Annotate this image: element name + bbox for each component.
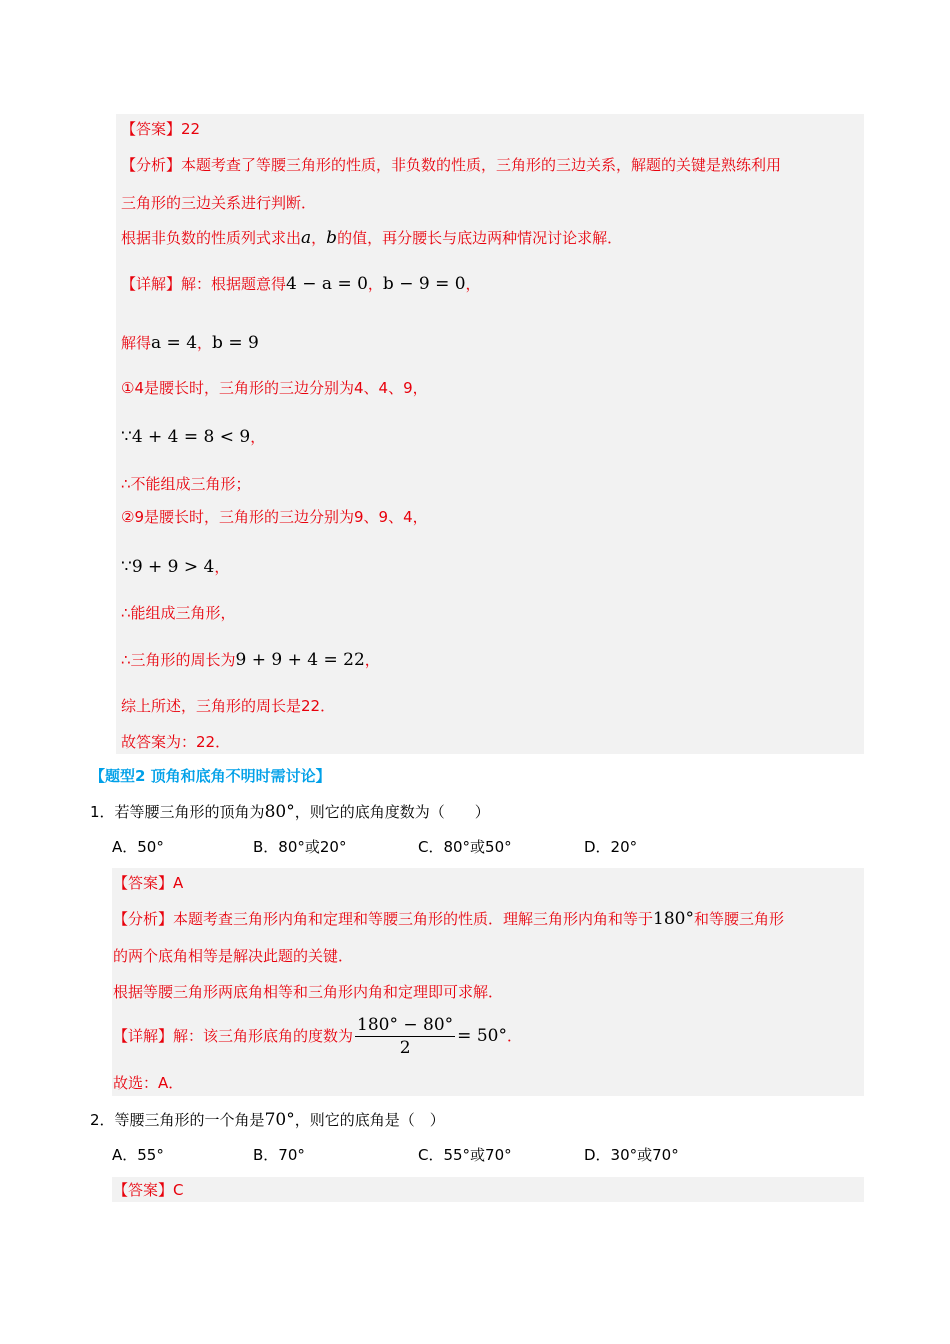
answer-line-2 [113, 873, 183, 893]
detail-tag: 【详解】 [121, 275, 182, 293]
option-a[interactable]: A．55° [112, 1146, 164, 1164]
because-1-line [121, 427, 265, 447]
perimeter-expr: 9 + 9 + 4 = 22 [235, 650, 365, 670]
analysis-line-1 [121, 155, 781, 175]
analysis-text: 三角形的三边关系进行判断． [121, 194, 317, 212]
analysis-text: 根据等腰三角形两底角相等和三角形内角和定理即可求解． [113, 983, 504, 1001]
solve-line [121, 333, 259, 353]
case-1-text: ①4是腰长时，三角形的三边分别为4、4、9， [121, 379, 428, 397]
analysis-text: 根据非负数的性质列式求出 [121, 229, 302, 247]
option-c[interactable]: C．55°或70° [418, 1146, 512, 1164]
final-line [121, 732, 230, 752]
question-text: ，则它的底角是（ ） [294, 1111, 445, 1129]
option-d[interactable]: D．30°或70° [584, 1146, 679, 1164]
solve-b: b = 9 [212, 333, 259, 353]
solution-block-3 [112, 1177, 864, 1202]
fraction-denominator: 2 [399, 1038, 411, 1058]
equation-2: b − 9 = 0 [382, 274, 466, 294]
solve-prefix: 解得 [121, 334, 152, 352]
separator: ， [197, 334, 213, 352]
analysis-text: 的两个底角相等是解决此题的关键． [113, 947, 354, 965]
var-a: a [301, 228, 312, 248]
detail-tag: 【详解】 [113, 1027, 174, 1045]
separator: ， [311, 229, 327, 247]
therefore-1-line [121, 474, 251, 494]
analysis-line-2 [113, 946, 353, 966]
question-1 [90, 802, 490, 822]
analysis-line-2 [121, 193, 316, 213]
section-heading: 【题型2 顶角和底角不明时需讨论】 [90, 767, 331, 785]
final-line [113, 1073, 183, 1093]
question-number: 2． [90, 1111, 115, 1129]
final-text: 故答案为：22． [121, 733, 231, 751]
analysis-text: 和等腰三角形 [693, 910, 784, 928]
solve-a: a = 4 [151, 333, 198, 353]
case-1-line [121, 378, 428, 398]
separator: ， [364, 651, 380, 669]
separator: ． [506, 1027, 522, 1045]
fraction [355, 1014, 455, 1059]
answer-tag: 【答案】 [113, 1181, 174, 1199]
perimeter-prefix: ∴三角形的周长为 [121, 651, 236, 669]
therefore-2-line [121, 603, 236, 623]
answer-value: 22 [181, 120, 201, 138]
question-text: 等腰三角形的一个角是 [114, 1111, 265, 1129]
detail-intro: 解：根据题意得 [181, 275, 287, 293]
analysis-text: 本题考查三角形内角和定理和等腰三角形的性质．理解三角形内角和等于 [173, 910, 654, 928]
analysis-tag: 【分析】 [121, 156, 182, 174]
option-a[interactable]: A．50° [112, 838, 164, 856]
var-b: b [326, 228, 338, 248]
case-2-text: ②9是腰长时，三角形的三边分别为9、9、4， [121, 508, 428, 526]
case-2-line [121, 507, 428, 527]
option-c[interactable]: C．80°或50° [418, 838, 512, 856]
because-2-line [121, 557, 229, 577]
separator: ， [367, 275, 383, 293]
detail-line-1 [121, 274, 481, 294]
because-2-expr: ∵9 + 9 > 4 [121, 557, 215, 577]
summary-text: 综上所述，三角形的周长是22． [121, 697, 336, 715]
answer-tag: 【答案】 [121, 120, 182, 138]
summary-line [121, 696, 335, 716]
separator: ， [214, 558, 230, 576]
answer-line-3 [113, 1180, 184, 1200]
analysis-line-3 [121, 228, 622, 248]
analysis-text: 的值，再分腰长与底边两种情况讨论求解． [337, 229, 623, 247]
equation-1: 4 − a = 0 [286, 274, 368, 294]
question-value: 70° [264, 1110, 295, 1130]
question-text: ，则它的底角度数为（ ） [294, 803, 490, 821]
perimeter-line [121, 650, 380, 670]
answer-value: C [173, 1181, 184, 1199]
question-number: 1． [90, 803, 115, 821]
analysis-value: 180° [653, 909, 694, 929]
analysis-tag: 【分析】 [113, 910, 174, 928]
analysis-line-3 [113, 982, 503, 1002]
option-b[interactable]: B．70° [253, 1146, 305, 1164]
separator: ， [250, 428, 266, 446]
answer-line-1 [121, 119, 200, 139]
analysis-text: 本题考查了等腰三角形的性质，非负数的性质，三角形的三边关系，解题的关键是熟练利用 [181, 156, 782, 174]
analysis-line-1 [113, 909, 784, 929]
therefore-1-text: ∴不能组成三角形； [121, 475, 251, 493]
fraction-result: = 50° [457, 1026, 507, 1046]
because-1-expr: ∵4 + 4 = 8 < 9 [121, 427, 251, 447]
detail-text: 解：该三角形底角的度数为 [173, 1027, 354, 1045]
fraction-numerator: 180° − 80° [357, 1015, 454, 1035]
therefore-2-text: ∴能组成三角形， [121, 604, 236, 622]
answer-tag: 【答案】 [113, 874, 174, 892]
question-2 [90, 1110, 445, 1130]
separator: ， [465, 275, 481, 293]
question-text: 若等腰三角形的顶角为 [114, 803, 265, 821]
final-text: 故选：A． [113, 1074, 184, 1092]
option-d[interactable]: D．20° [584, 838, 638, 856]
answer-value: A [173, 874, 184, 892]
option-b[interactable]: B．80°或20° [253, 838, 347, 856]
question-value: 80° [264, 802, 295, 822]
detail-line [113, 1013, 522, 1059]
